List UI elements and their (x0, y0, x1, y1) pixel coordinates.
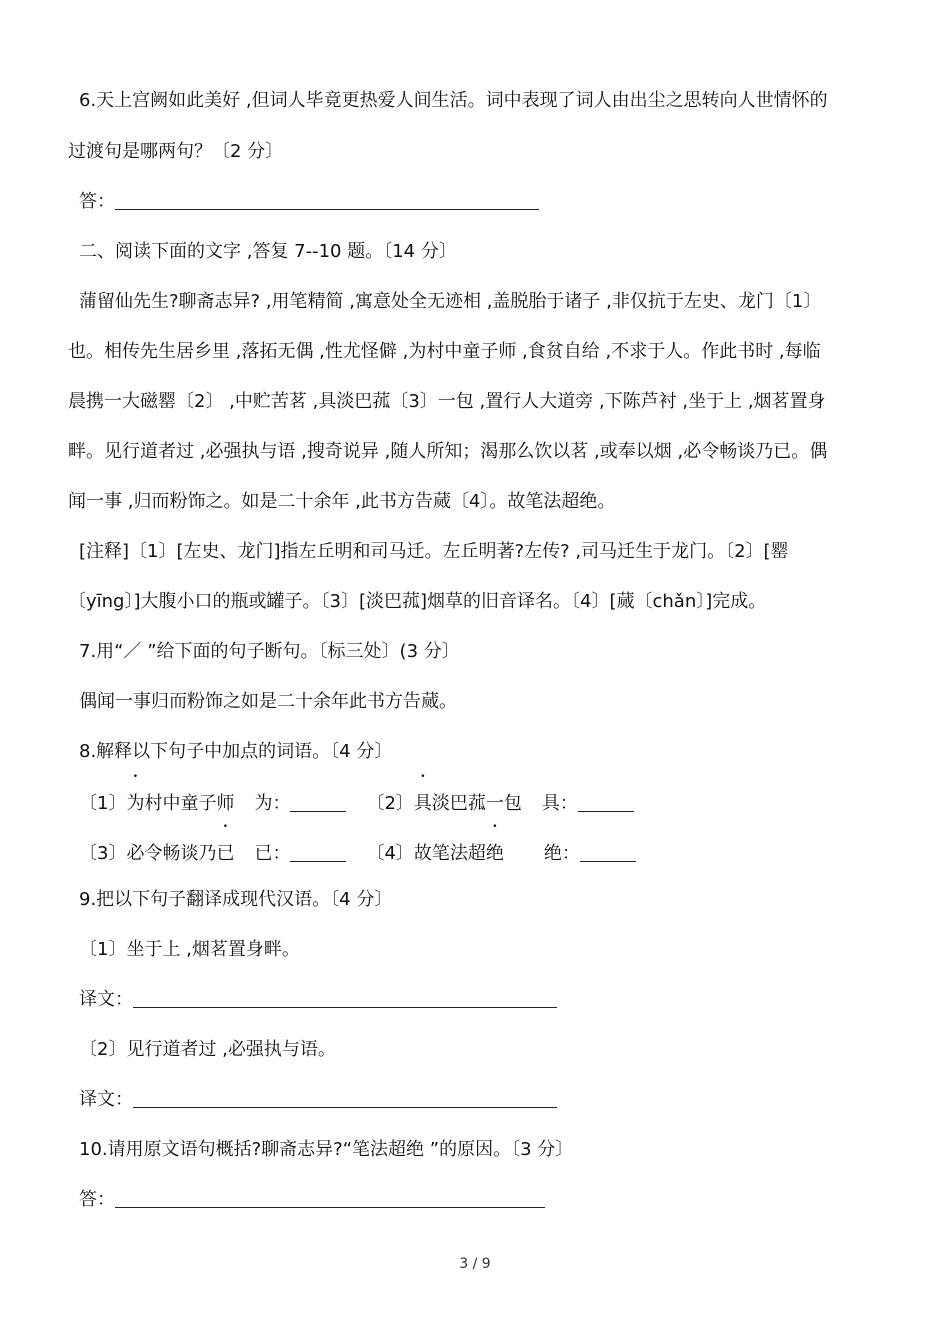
q8-row1 (79, 792, 634, 816)
q8-item4-pre: 〔4〕故笔法超 (366, 843, 486, 864)
q7-prompt: 7.用“／ ”给下面的句子断句。〔标三处〕(3 分〕 (79, 641, 460, 662)
q6-answer (79, 190, 539, 214)
page-number: 3 / 9 (459, 1256, 491, 1272)
q9-sentence2: 〔2〕见行道者过 ,必强执与语。 (79, 1039, 336, 1060)
notes-line: 〔yīng〕]大腹小口的瓶或罐子。〔3〕[淡巴菰]烟草的旧音译名。〔4〕[蒇〔chǎn〕]完成。 (68, 591, 767, 612)
passage-line: 畔。见行道者过 ,必强执与语 ,搜奇说异 ,随人所知；渴那么饮以茗 ,或奉以烟 ,必令畅谈乃已。偶 (68, 441, 828, 462)
q8-item4-label: 绝： (543, 843, 580, 864)
q8-item2-label: 具： (541, 793, 578, 814)
translate-blank[interactable] (133, 989, 557, 1008)
dotted-word: 绝 (485, 843, 504, 864)
q8-item2-pre: 〔2〕 (366, 793, 414, 814)
q8-item3-blank[interactable] (290, 843, 346, 862)
dotted-word: 具 (413, 793, 432, 814)
passage-line: 也。相传先生居乡里 ,落拓无偶 ,性尤怪僻 ,为村中童子师 ,食贫自给 ,不求于人。作此书时 ,每临 (68, 341, 821, 362)
q9-prompt: 9.把以下句子翻译成现代汉语。〔4 分〕 (79, 889, 393, 910)
q8-item4-blank[interactable] (580, 843, 636, 862)
q6-line1: 6.天上宫阙如此美好 ,但词人毕竟更热爱人间生活。词中表现了词人由出尘之思转向人世情怀的 (79, 90, 828, 111)
translate-blank[interactable] (133, 1089, 557, 1108)
section2-title: 二、阅读下面的文字 ,答复 7--10 题。〔14 分〕 (79, 241, 457, 262)
answer-label: 答： (79, 1189, 115, 1210)
q8-item2-blank[interactable] (578, 793, 634, 812)
translate-label: 译文： (79, 1089, 133, 1110)
translate-label: 译文： (79, 989, 133, 1010)
q9-sentence1: 〔1〕坐于上 ,烟茗置身畔。 (79, 939, 300, 960)
q8-item1-blank[interactable] (290, 793, 346, 812)
q8-item1-pre: 〔1〕 (79, 793, 127, 814)
passage-line: 闻一事 ,归而粉饰之。如是二十余年 ,此书方告蒇〔4〕。故笔法超绝。 (68, 491, 616, 512)
q8-row2 (79, 842, 636, 866)
q8-item1-post: 村中童子师 (144, 793, 235, 814)
q10-answer (79, 1188, 545, 1212)
q8-item2-post: 淡巴菰一包 (431, 793, 522, 814)
dotted-word: 已 (216, 843, 235, 864)
passage-line: 晨携一大磁罂〔2〕 ,中贮苦茗 ,具淡巴菰〔3〕一包 ,置行人大道旁 ,下陈芦衬 ,坐于上 ,烟茗置身 (68, 391, 826, 412)
passage-line: 蒲留仙先生?聊斋志异? ,用笔精简 ,寓意处全无迹相 ,盖脱胎于诸子 ,非仅抗于左史、龙门〔1〕 (79, 291, 822, 312)
q8-item3-label: 已： (254, 843, 291, 864)
q7-sentence: 偶闻一事归而粉饰之如是二十余年此书方告蒇。 (79, 691, 457, 712)
dotted-word: 为 (126, 793, 145, 814)
q10-prompt: 10.请用原文语句概括?聊斋志异?“笔法超绝 ”的原因。〔3 分〕 (79, 1139, 574, 1160)
q9-translate2 (79, 1088, 557, 1112)
answer-label: 答： (79, 191, 115, 212)
notes-line: [注释]〔1〕[左史、龙门]指左丘明和司马迁。左丘明著?左传? ,司马迁生于龙门。〔2〕[罂 (79, 541, 789, 562)
q8-item3-pre: 〔3〕必令畅谈乃 (79, 843, 217, 864)
answer-blank[interactable] (115, 191, 539, 210)
q6-line2: 过渡句是哪两句？〔2 分〕 (68, 141, 284, 162)
q8-prompt: 8.解释以下句子中加点的词语。〔4 分〕 (79, 741, 393, 762)
answer-blank[interactable] (115, 1189, 545, 1208)
q8-item1-label: 为： (254, 793, 291, 814)
q9-translate1 (79, 988, 557, 1012)
